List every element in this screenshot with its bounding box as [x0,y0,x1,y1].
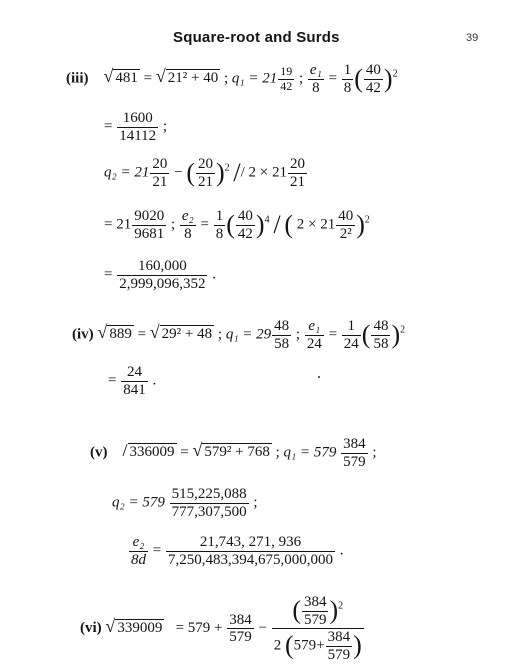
problem-label: (iii) [66,70,89,87]
sqrt-symbol: √ 29² + 48 [149,322,213,343]
problem-iv-line1: (iv) √ 889 = √ 29² + 48 ; q₁ = 29 $\frac{48}{58}$ ; $\frac{\text{e₁}}{24}$ = $\frac{1}{24}$ ( $\frac{48}{58}$ )$^2$ [72,318,406,352]
problem-iii-q2: q₂ = 21 $\frac{20}{21}$ − ( $\frac{20}{21}$ )$^2$ // 2 × 21 $\frac{20}{21}$ [104,156,306,190]
problem-v-line1: (v) / 336009 = √ 579² + 768 ; q₁ = 579 $\frac{384}{579}$ ; [90,436,377,470]
problem-vi: (vi) √ 339009 = 579 + $\frac{384}{579}$ − ( $\frac{384}{579}$ )$^2$ 2 (579+ $\frac{384}{579}$ ) [80,594,362,663]
problem-iv-result: = $\frac{24}{841}$ . [108,364,157,398]
sqrt-symbol: √ 579² + 768 [192,440,270,461]
sqrt-symbol: √ 481 [103,66,138,87]
sqrt-symbol: √ 339009 [105,615,163,636]
sqrt-symbol: / 336009 [122,440,175,461]
problem-iii-line4: = 21 $\frac{9020}{9681}$ ; $\frac{\text{e₂}}{8}$ = $\frac{1}{8}$ ( $\frac{40}{42}$ )$^4$ / ( 2 × 21 $\frac{40}{\text{2²}}$ )$^2$ [104,208,370,242]
problem-v-error: $\frac{\text{e₂}}{8d}$ = $\frac{21,743, 271, 936}{7,250,483,394,675,000,000}$ . [131,534,344,568]
sqrt-symbol: √ 889 [97,322,132,343]
problem-v-q2: q₂ = 579 $\frac{515,225,088}{777,307,500}$ ; [112,486,258,520]
page-title: Square-root and Surds [173,29,340,46]
sqrt-symbol: √ 21² + 40 [155,66,219,87]
problem-iii-line1: (iii) √ 481 = √ 21² + 40 ; q₁ = 21 $\frac{19}{42}$ ; $\frac{\text{e₁}}{8}$ = $\frac{1}{8}$ ( $\frac{40}{42}$ )$^2$ [66,62,398,96]
problem-iii-result1: = $\frac{1600}{14112}$ ; [104,110,168,144]
ink-speck [318,376,320,378]
page-number: 39 [466,32,479,44]
problem-iii-final: = $\frac{160,000}{2,999,096,352}$ . [104,258,216,292]
